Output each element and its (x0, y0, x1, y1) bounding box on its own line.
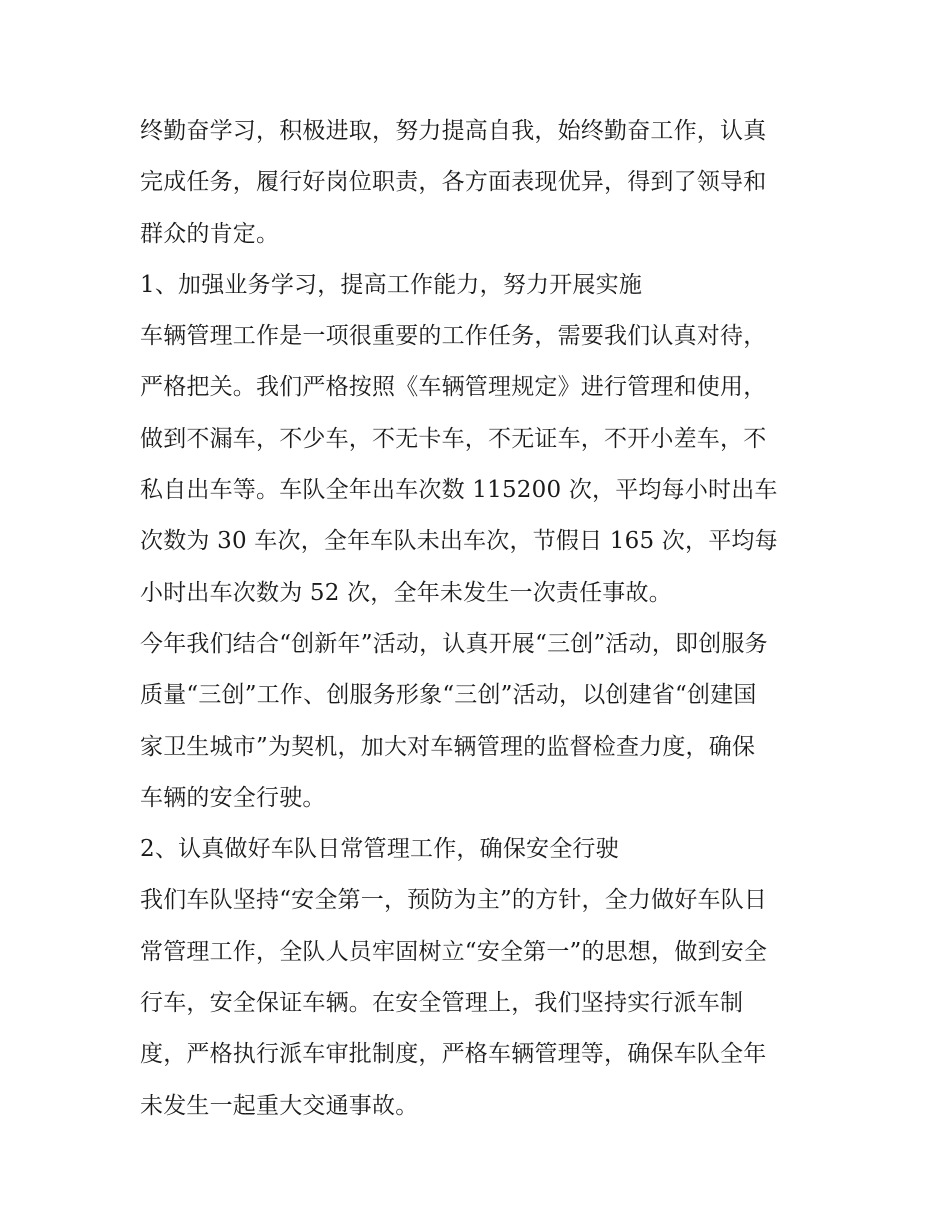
text-line: 质量“三创”工作、创服务形象“三创”活动，以创建省“创建国 (140, 682, 757, 709)
text-line: 严格把关。我们严格按照《车辆管理规定》进行管理和使用， (140, 374, 767, 401)
text-line: 行车，安全保证车辆。在安全管理上，我们坚持实行派车制 (140, 990, 744, 1017)
document-body (140, 106, 820, 1132)
text-line: 群众的肯定。 (140, 220, 280, 247)
text-line: 车辆的安全行驶。 (140, 784, 326, 811)
text-line: 完成任务，履行好岗位职责，各方面表现优异，得到了领导和 (140, 169, 767, 196)
text-line: 车辆管理工作是一项很重要的工作任务，需要我们认真对待， (140, 323, 767, 350)
text-line: 我们车队坚持“安全第一，预防为主”的方针，全力做好车队日 (140, 887, 768, 914)
text-line: 家卫生城市”为契机，加大对车辆管理的监督检查力度，确保 (140, 733, 756, 760)
text-line: 次数为 30 车次，全年车队未出车次，节假日 165 次，平均每 (140, 528, 778, 555)
text-line: 私自出车等。车队全年出车次数 115200 次，平均每小时出车 (140, 477, 778, 504)
text-line: 常管理工作，全队人员牢固树立“安全第一”的思想，做到安全 (140, 938, 768, 965)
section-heading-2: 2、认真做好车队日常管理工作，确保安全行驶 (140, 836, 619, 863)
text-line: 今年我们结合“创新年”活动，认真开展“三创”活动，即创服务 (140, 630, 768, 657)
text-line: 做到不漏车，不少车，不无卡车，不无证车，不开小差车，不 (140, 425, 767, 452)
text-line: 度，严格执行派车审批制度，严格车辆管理等，确保车队全年 (140, 1041, 767, 1068)
text-line: 终勤奋学习，积极进取，努力提高自我，始终勤奋工作，认真 (140, 118, 767, 144)
text-line: 未发生一起重大交通事故。 (140, 1092, 419, 1119)
text-line: 小时出车次数为 52 次，全年未发生一次责任事故。 (140, 579, 672, 606)
section-heading-1: 1、加强业务学习，提高工作能力，努力开展实施 (140, 271, 643, 298)
